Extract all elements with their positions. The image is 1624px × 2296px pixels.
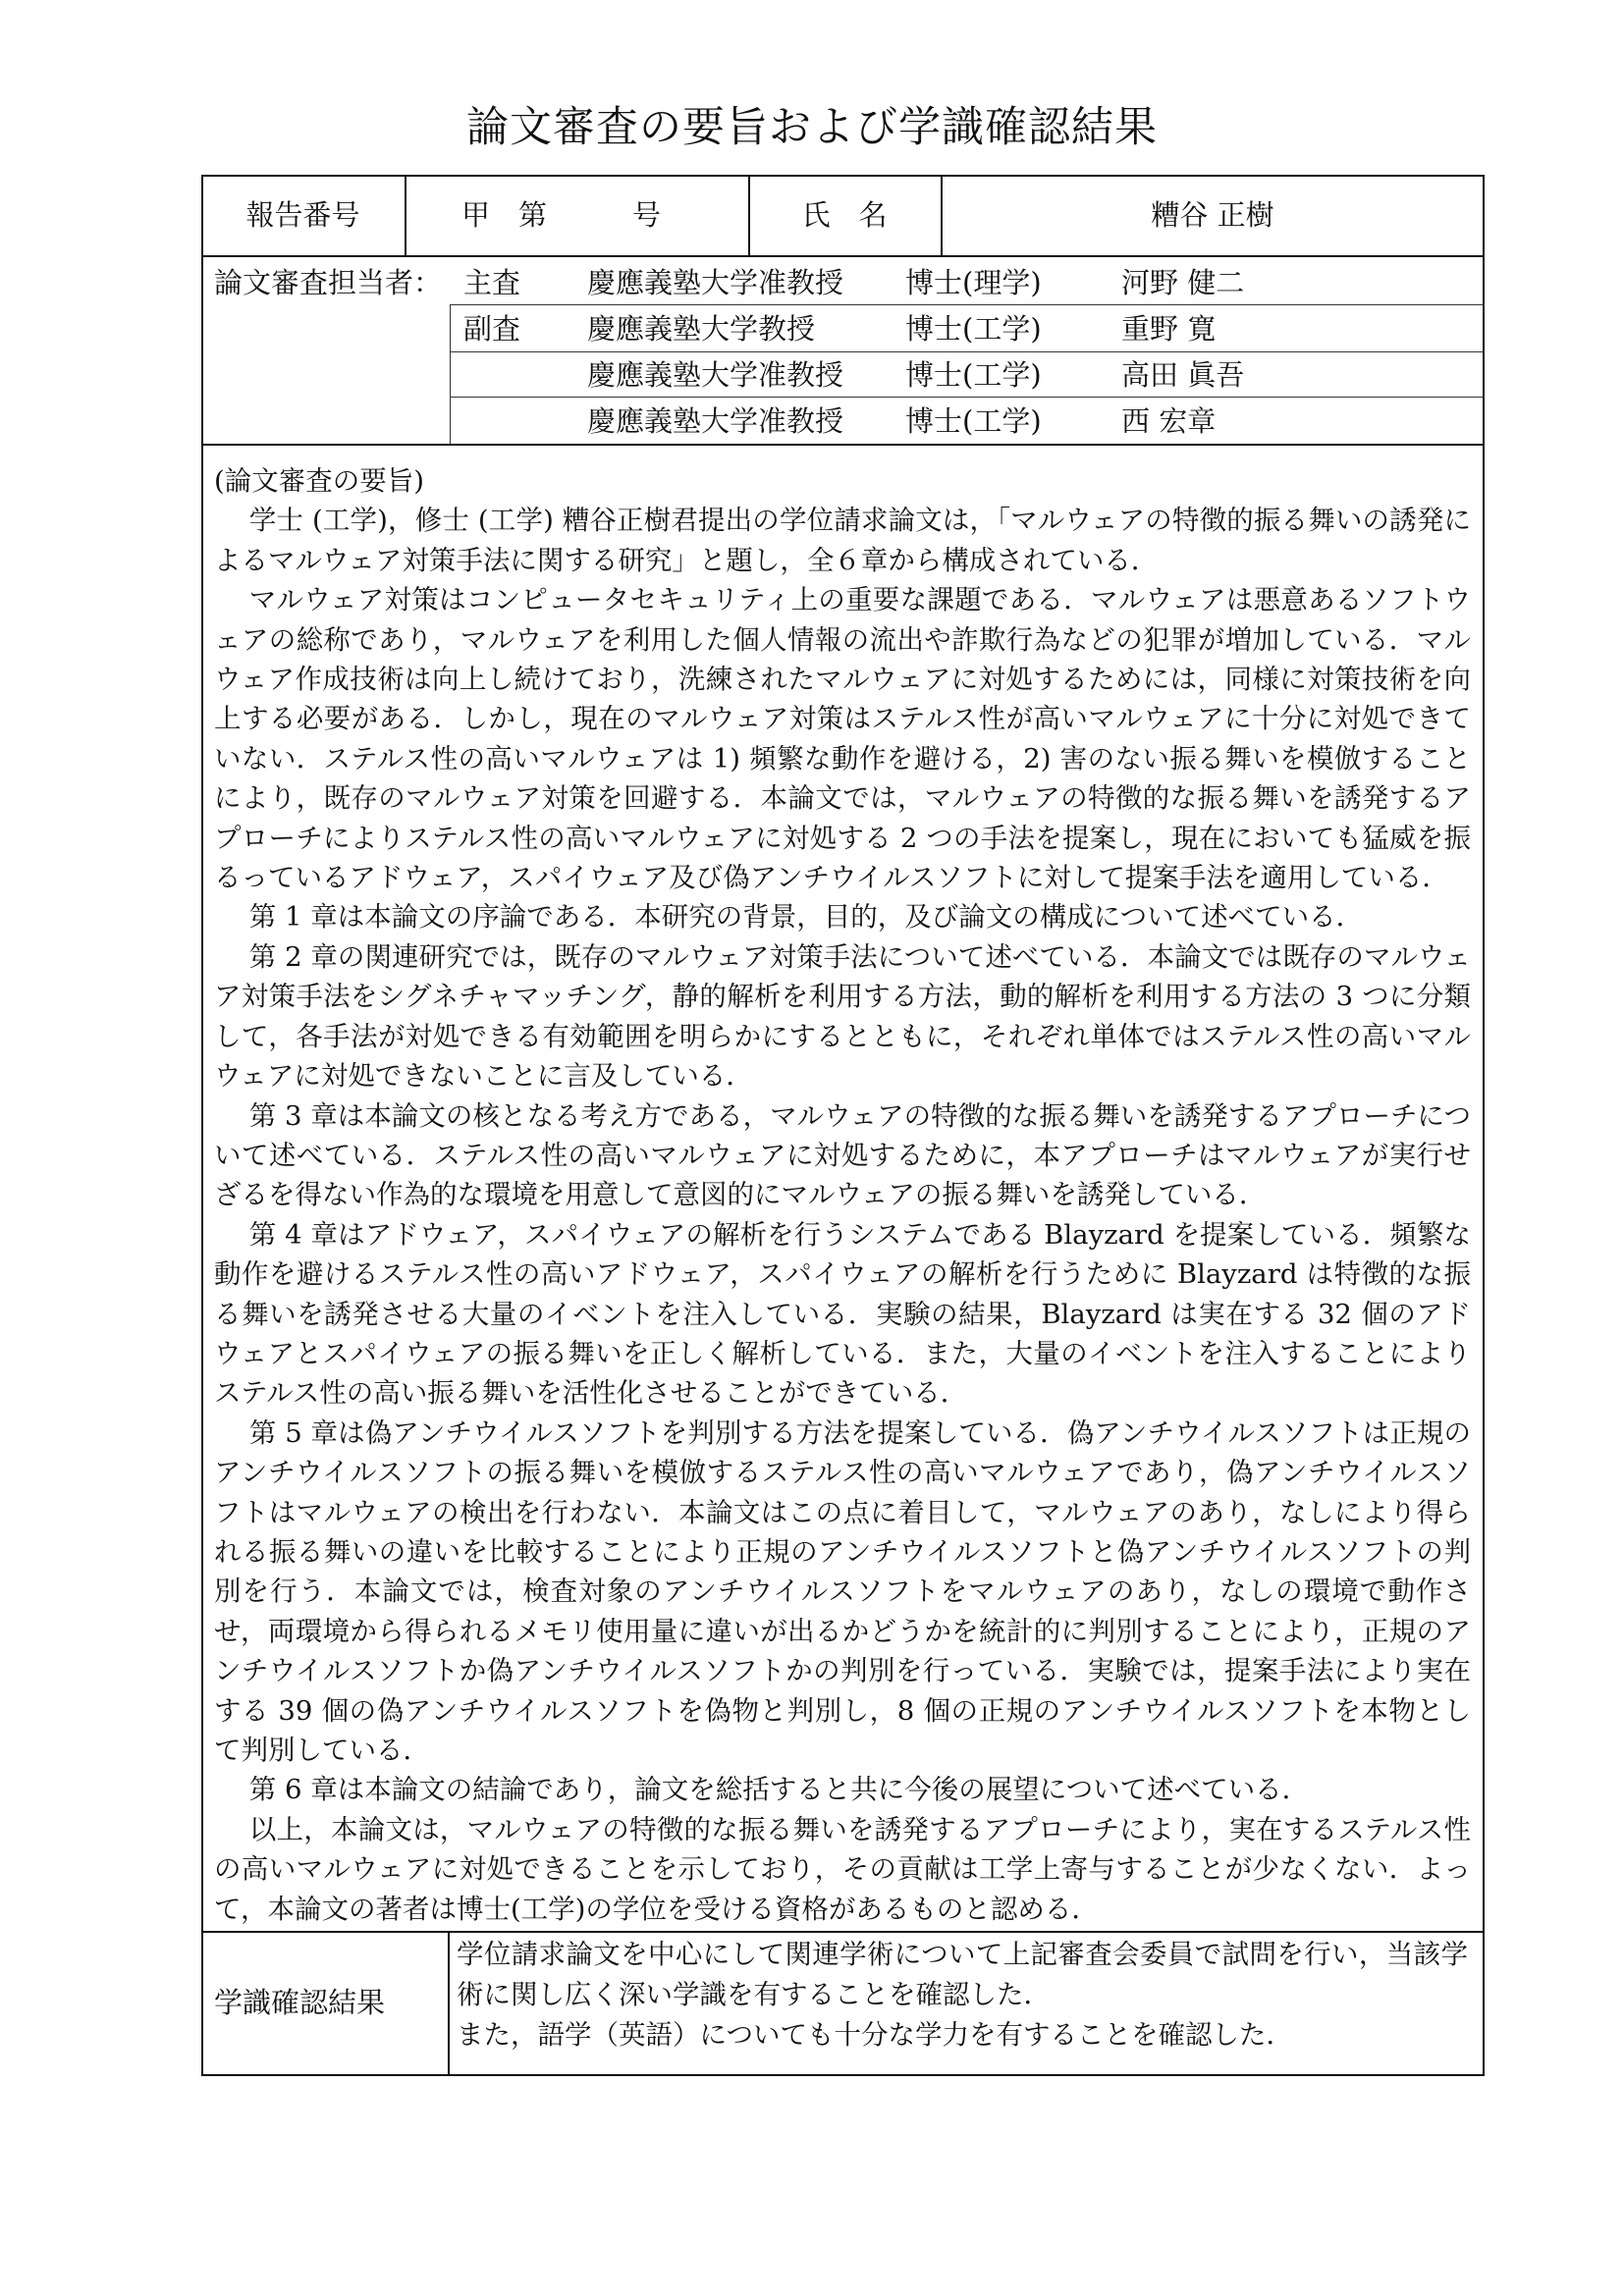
result-label: 学識確認結果 (214, 1986, 386, 2019)
examiners-col-divider (450, 304, 451, 444)
examiners-label: 論文審査担当者： (214, 266, 443, 299)
header-row-divider (201, 255, 1485, 257)
summary-paragraph: 第 4 章はアドウェア，スパイウェアの解析を行うシステムである Blayzard を提案している．頻繁な動作を避けるステルス性の高いアドウェア，スパイウェアの解析を行うために Blayzard は特徴的な振る舞いを誘発させる大量のイベントを注入している．実験の結果，Blayzard は実在する 32 個のアドウェアとスパイウェアの振る舞いを正しく解析している．また，大量のイベントを注入することによりステルス性の高い振る舞いを活性化させることができている． (214, 1218, 1471, 1410)
examiner-degree: 博士(工学) (905, 358, 1042, 392)
examiner-name: 西 宏章 (1121, 404, 1217, 438)
result-text (457, 1935, 1468, 2056)
summary-paragraph: 第 1 章は本論文の序論である．本研究の背景，目的，及び論文の構成について述べている． (248, 901, 1364, 934)
examiner-row-divider-3 (450, 397, 1485, 398)
examiner-affiliation: 慶應義塾大学教授 (587, 312, 816, 346)
name-value: 糟谷 正樹 (1151, 198, 1274, 232)
summary-paragraph: 第 2 章の関連研究では，既存のマルウェア対策手法について述べている．本論文では既存のマルウェア対策手法をシグネチャマッチング，静的解析を利用する方法，動的解析を利用する方法の 3 つに分類して，各手法が対処できる有効範囲を明らかにするとともに，それぞれ単体ではステルス性の高いマルウェアに対処できないことに言及している． (214, 940, 1471, 1093)
report-number-value: 甲 第 号 (461, 198, 662, 232)
examiner-degree: 博士(工学) (905, 312, 1042, 346)
examiner-row-divider-1 (450, 304, 1485, 305)
examiner-row-divider-2 (450, 351, 1485, 352)
examiner-degree: 博士(工学) (905, 404, 1042, 438)
examiner-role-chief: 主査 (463, 266, 521, 299)
summary-paragraph: 学士 (工学)，修士 (工学) 糟谷正樹君提出の学位請求論文は，「マルウェアの特徴的振る舞いの誘発によるマルウェア対策手法に関する研究」と題し，全６章から構成されている． (214, 505, 1471, 576)
summary-paragraph: 第 5 章は偽アンチウイルスソフトを判別する方法を提案している．偽アンチウイルスソフトは正規のアンチウイルスソフトの振る舞いを模倣するステルス性の高いマルウェアであり，偽アンチウイルスソフトはマルウェアの検出を行わない．本論文はこの点に着目して，マルウェアのあり，なしにより得られる振る舞いの違いを比較することにより正規のアンチウイルスソフトと偽アンチウイルスソフトの判別を行う．本論文では，検査対象のアンチウイルスソフトをマルウェアのあり，なしの環境で動作させ，両環境から得られるメモリ使用量に違いが出るかどうかを統計的に判別することにより，正規のアンチウイルスソフトか偽アンチウイルスソフトかの判別を行っている．実験では，提案手法により実在する 39 個の偽アンチウイルスソフトを偽物と判別し，8 個の正規のアンチウイルスソフトを本物として判別している． (214, 1416, 1471, 1766)
summary-paragraph: 第 6 章は本論文の結論であり，論文を総括すると共に今後の展望について述べている． (248, 1774, 1310, 1806)
examiner-degree: 博士(理学) (905, 266, 1042, 299)
result-row-divider (201, 1931, 1485, 1933)
examiner-name: 河野 健二 (1121, 266, 1245, 299)
examiner-affiliation: 慶應義塾大学准教授 (587, 266, 844, 299)
examiner-affiliation: 慶應義塾大学准教授 (587, 358, 844, 392)
name-label: 氏 名 (801, 198, 888, 232)
summary-paragraph: マルウェア対策はコンピュータセキュリティ上の重要な課題である．マルウェアは悪意あるソフトウェアの総称であり，マルウェアを利用した個人情報の流出や詐欺行為などの犯罪が増加している．マルウェア作成技術は向上し続けており，洗練されたマルウェアに対処するためには，同様に対策技術を向上する必要がある．しかし，現在のマルウェア対策はステルス性が高いマルウェアに十分に対処できていない．ステルス性の高いマルウェアは 1) 頻繁な動作を避ける，2) 害のない振る舞いを模倣することにより，既存のマルウェア対策を回避する．本論文では，マルウェアの特徴的な振る舞いを誘発するアプローチによりステルス性の高いマルウェアに対処する 2 つの手法を提案し，現在においても猛威を振るっているアドウェア，スパイウェア及び偽アンチウイルスソフトに対して提案手法を適用している． (214, 584, 1472, 894)
result-paragraph: また，語学（英語）についても十分な学力を有することを確認した． (457, 2019, 1293, 2051)
summary-paragraph: 第 3 章は本論文の核となる考え方である，マルウェアの特徴的な振る舞いを誘発するアプローチについて述べている．ステルス性の高いマルウェアに対処するために，本アプローチはマルウェアが実行せざるを得ない作為的な環境を用意して意図的にマルウェアの振る舞いを誘発している． (214, 1099, 1471, 1211)
examiner-name: 高田 眞吾 (1121, 358, 1245, 392)
examiner-affiliation: 慶應義塾大学准教授 (587, 404, 844, 438)
report-number-label: 報告番号 (245, 198, 360, 232)
review-summary (214, 461, 1471, 1929)
summary-paragraph: 以上，本論文は，マルウェアの特徴的な振る舞いを誘発するアプローチにより，実在するステルス性の高いマルウェアに対処できることを示しており，その貢献は工学上寄与することが少なくない．よって，本論文の著者は博士(工学)の学位を受ける資格があるものと認める． (214, 1813, 1471, 1925)
result-col-divider (448, 1931, 450, 2076)
result-paragraph: 学位請求論文を中心にして関連学術について上記審査会委員で試問を行い，当該学術に関し広く深い学識を有することを確認した． (457, 1939, 1468, 2010)
summary-heading: (論文審査の要旨) (214, 465, 424, 497)
examiners-bottom-divider (201, 444, 1485, 446)
examiner-name: 重野 寛 (1121, 312, 1217, 346)
document-title: 論文審査の要旨および学識確認結果 (466, 103, 1158, 152)
header-col-divider-1 (405, 175, 406, 255)
examiner-role-sub: 副査 (463, 312, 521, 346)
